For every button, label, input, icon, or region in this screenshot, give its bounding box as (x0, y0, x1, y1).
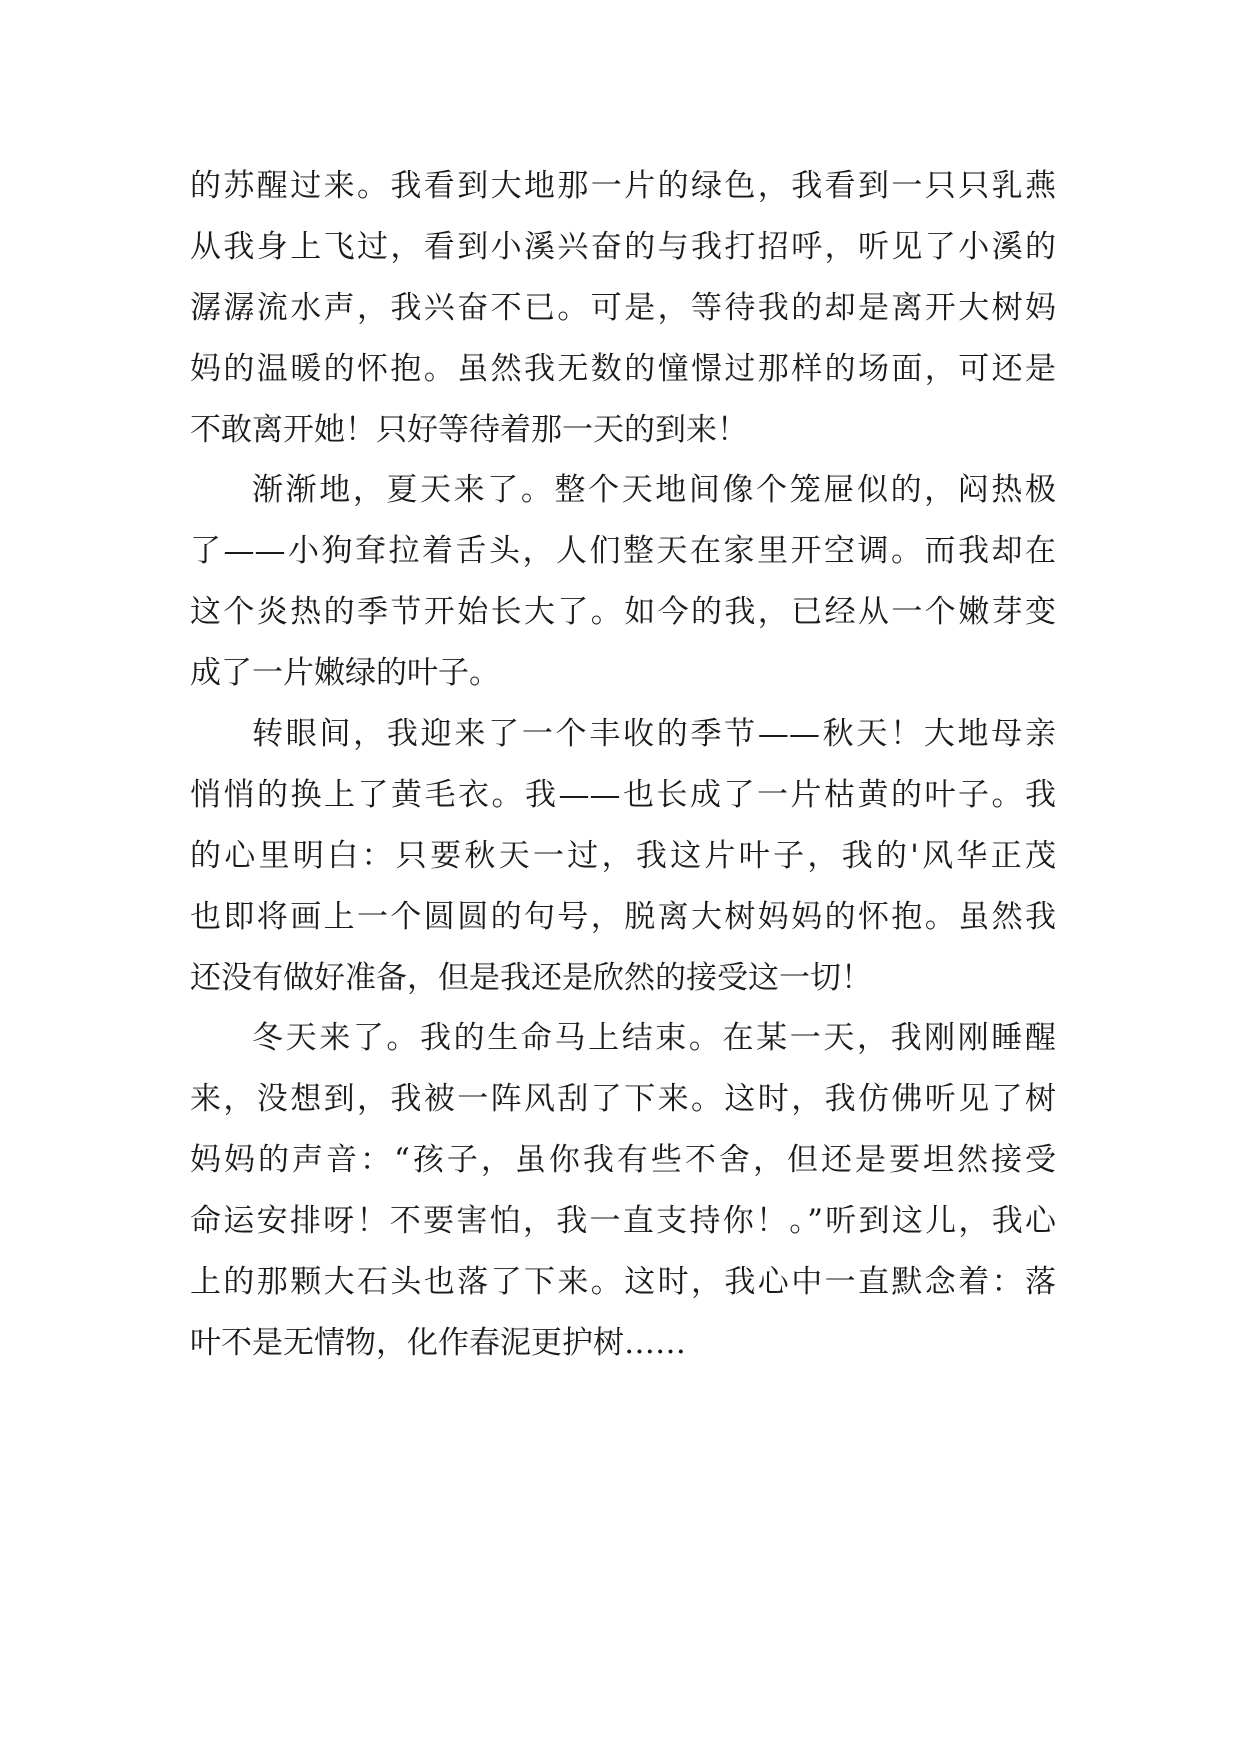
text-line: 的苏醒过来。我看到大地那一片的绿色，我看到一只只乳燕 (190, 168, 1056, 204)
text-line: 从我身上飞过，看到小溪兴奋的与我打招呼，听见了小溪的 (190, 228, 1056, 265)
text-line: 悄悄的换上了黄毛衣。我——也长成了一片枯黄的叶子。我 (190, 776, 1056, 813)
text-line: 冬天来了。我的生命马上结束。在某一天，我刚刚睡醒 (252, 1020, 1056, 1057)
text-line: 上的那颗大石头也落了下来。这时，我心中一直默念着：落 (190, 1264, 1056, 1301)
text-line: 成了一片嫩绿的叶子。 (190, 655, 500, 692)
text-line: 转眼间，我迎来了一个丰收的季节——秋天！大地母亲 (252, 716, 1056, 753)
text-line: 潺潺流水声，我兴奋不已。可是，等待我的却是离开大树妈 (190, 289, 1056, 326)
text-line: 还没有做好准备，但是我还是欣然的接受这一切！ (190, 959, 872, 996)
text-line: 的心里明白：只要秋天一过，我这片叶子，我的'风华正茂 (190, 837, 1056, 874)
text-line: 妈妈的声音：“孩子，虽你我有些不舍，但还是要坦然接受 (190, 1142, 1056, 1179)
text-line: 了——小狗耷拉着舌头，人们整天在家里开空调。而我却在 (190, 533, 1056, 570)
text-line: 命运安排呀！不要害怕，我一直支持你！。”听到这儿，我心 (190, 1203, 1056, 1240)
text-line: 也即将画上一个圆圆的句号，脱离大树妈妈的怀抱。虽然我 (190, 898, 1056, 935)
text-line: 来，没想到，我被一阵风刮了下来。这时，我仿佛听见了树 (190, 1081, 1056, 1118)
text-line: 妈的温暖的怀抱。虽然我无数的憧憬过那样的场面，可还是 (190, 350, 1056, 387)
text-line: 这个炎热的季节开始长大了。如今的我，已经从一个嫩芽变 (190, 594, 1056, 631)
text-line: 不敢离开她！只好等待着那一天的到来！ (190, 411, 748, 448)
text-line: 渐渐地，夏天来了。整个天地间像个笼屉似的，闷热极 (252, 472, 1056, 509)
essay-body (190, 156, 1056, 1374)
text-line: 叶不是无情物，化作春泥更护树…… (190, 1324, 686, 1361)
